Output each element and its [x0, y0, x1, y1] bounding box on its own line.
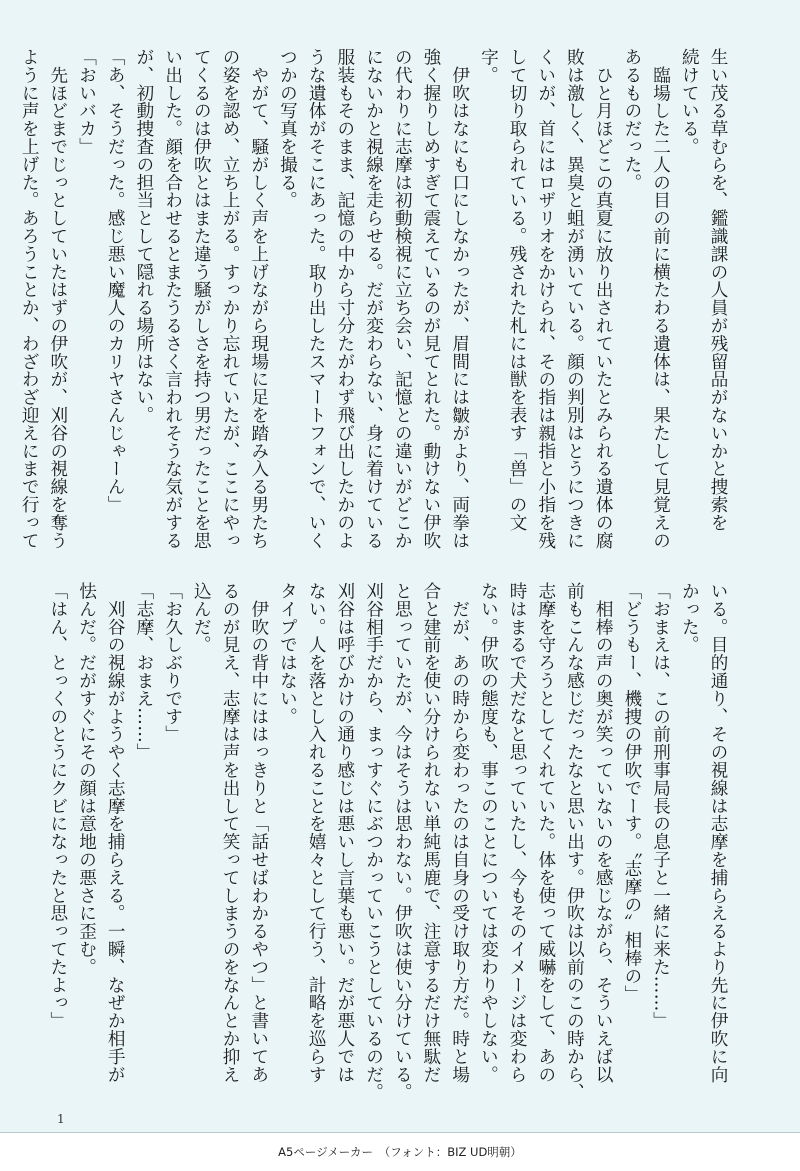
text-line: ない。伊吹の態度も、事このことについては変わりやしない。: [478, 582, 499, 1084]
text-line: くいが、首にはロザリオをかけられ、その指は親指と小指を残: [535, 48, 556, 550]
top-text-block: [19, 48, 732, 566]
text-line: 刈谷の視線がようやく志摩を捕らえる。一瞬、なぜか相手が: [105, 582, 126, 1084]
text-line: 先ほどまでじっとしていたはずの伊吹が、刈谷の視線を奪う: [47, 48, 68, 550]
text-line: 志摩を守ろうとしてくれていた。体を使って威嚇をして、あの: [535, 582, 556, 1084]
text-line: 「お久しぶりです」: [162, 582, 183, 744]
text-line: だが、あの時から変わったのは自身の受け取り方だ。時と場: [449, 582, 470, 1084]
bottom-text-block: [47, 582, 732, 1112]
text-line: 怯んだ。だがすぐにその顔は意地の悪さに歪む。: [76, 582, 97, 976]
text-line: の代わりに志摩は初動検視に立ち会い、記憶との違いがどこか: [392, 48, 413, 550]
text-line: かった。: [679, 582, 700, 654]
text-line: 服装もそのまま、記憶の中から寸分たがわず飛び出したかのよ: [334, 48, 355, 550]
text-line: にないかと視線を走らせる。だが変わらない、身に着けている: [363, 48, 384, 550]
text-line: 続けている。: [679, 48, 700, 156]
text-line: の姿を認め、立ち上がる。すっかり忘れていたが、ここにやっ: [220, 48, 241, 550]
text-line: 「はん、とっくのとうにクビになったと思ってたよっ」: [47, 582, 68, 1030]
footer-caption: A5ページメーカー （フォント：BIZ UD明朝）: [278, 1145, 522, 1159]
text-line: タイプではない。: [277, 582, 298, 726]
text-line: 臨場した二人の目の前に横たわる遺体は、果たして見覚えの: [650, 48, 671, 550]
text-line: 込んだ。: [191, 582, 212, 654]
page-number: 1: [57, 1112, 65, 1126]
text-line: 相棒の声の奥が笑っていないのを感じながら、そういえば以: [593, 582, 614, 1084]
text-line: して切り取られている。残された札には獣を表す「兽」の文字。: [478, 48, 528, 532]
text-line: 伊吹の背中にははっきりと「話せばわかるやつ」と書いてあ: [248, 582, 269, 1084]
text-line: 時はまるで犬だなと思っていたし、今もそのイメージは変わら: [507, 582, 528, 1084]
text-line: 「おまえは、この前刑事局長の息子と一緒に来た……」: [650, 582, 671, 1030]
text-line: てくるのは伊吹とはまた違う騒がしさを持つ男だったことを思: [191, 48, 212, 550]
text-line: るのが見え、志摩は声を出して笑ってしまうのをなんとか抑え: [220, 582, 241, 1084]
text-line: つかの写真を撮る。: [277, 48, 298, 210]
text-line: 強く握りしめすぎて震えているのが見てとれた。動けない伊吹: [420, 48, 441, 550]
text-line: うな遺体がそこにあった。取り出したスマートフォンで、いく: [306, 48, 327, 550]
text-line: やがて、騒がしく声を上げながら現場に足を踏み入る男たち: [248, 48, 269, 550]
text-line: 「どうもー、機捜の伊吹でーす。〝志摩の〟相棒の」: [621, 582, 642, 1003]
text-line: 伊吹はなにも口にしなかったが、眉間には皺がより、両拳は: [449, 48, 470, 550]
text-line: 「志摩、おまえ……」: [133, 582, 154, 761]
text-line: が、初動捜査の担当として隠れる場所はない。: [133, 48, 154, 424]
text-line: 合と建前を使い分けられない単純馬鹿で、注意するだけ無駄だ: [420, 582, 441, 1084]
text-line: ように声を上げた。あろうことか、わざわざ迎えにまで行って: [19, 48, 40, 550]
text-line: ない。人を落とし入れることを嬉々として行う、計略を巡らす: [306, 582, 327, 1084]
text-line: 前もこんな感じだったなと思い出す。伊吹は以前のこの時から、: [564, 582, 585, 1102]
text-line: あるものだった。: [621, 48, 642, 192]
text-line: 「あ、そうだった。感じ悪い魔人のカリヤさんじゃーん」: [105, 48, 126, 514]
text-line: いる。目的通り、その視線は志摩を捕らえるより先に伊吹に向: [708, 582, 728, 1084]
text-line: 生い茂る草むらを、鑑識課の人員が残留品がないかと捜索を: [708, 48, 728, 532]
text-line: い出した。顔を合わせるとまたうるさく言われそうな気がする: [162, 48, 183, 550]
text-line: と思っていたが、今はそうは思わない。伊吹は使い分けている。: [392, 582, 413, 1102]
text-line: 刈谷は呼びかけの通り感じは悪いし言葉も悪い。だが悪人では: [334, 582, 355, 1084]
text-line: 刈谷相手だから、まっすぐにぶつかっていこうとしているのだ。: [363, 582, 384, 1102]
text-line: 敗は激しく、異臭と蛆が湧いている。顔の判別はとうにつきに: [564, 48, 585, 550]
text-line: 「おいバカ」: [76, 48, 97, 156]
text-line: ひと月ほどこの真夏に放り出されていたとみられる遺体の腐: [593, 48, 614, 550]
